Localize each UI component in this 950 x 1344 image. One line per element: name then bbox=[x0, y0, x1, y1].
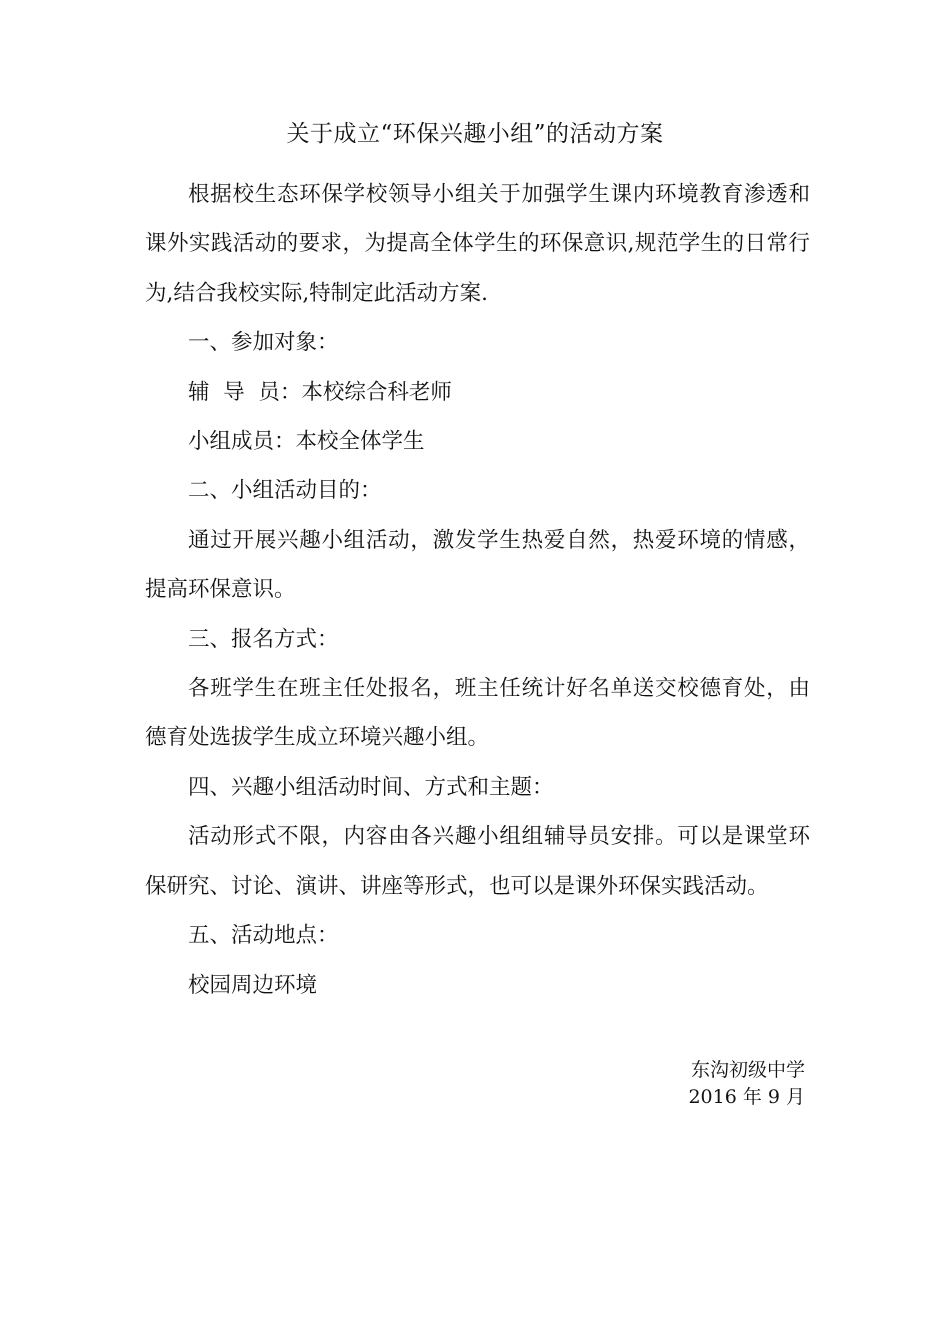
purpose-paragraph: 通过开展兴趣小组活动，激发学生热爱自然，热爱环境的情感，提高环保意识。 bbox=[145, 527, 810, 603]
document-title: 关于成立“环保兴趣小组”的活动方案 bbox=[286, 121, 664, 147]
section-heading-location: 五、活动地点： bbox=[188, 923, 339, 949]
section-heading-registration: 三、报名方式： bbox=[188, 626, 339, 652]
location-paragraph: 校园周边环境 bbox=[188, 972, 318, 998]
signature-date: 2016 年 9 月 bbox=[688, 1086, 805, 1108]
signature-organization: 东沟初级中学 bbox=[690, 1059, 805, 1081]
section-heading-participants: 一、参加对象： bbox=[188, 330, 339, 356]
document-body bbox=[145, 170, 810, 1010]
participants-members: 小组成员：本校全体学生 bbox=[188, 429, 425, 455]
participants-advisor: 辅 导 员：本校综合科老师 bbox=[188, 379, 452, 405]
section-heading-schedule: 四、兴趣小组活动时间、方式和主题： bbox=[188, 774, 554, 800]
registration-paragraph: 各班学生在班主任处报名，班主任统计好名单送交校德育处，由德育处选拔学生成立环境兴趣小组。 bbox=[145, 676, 810, 751]
signature-block bbox=[500, 1057, 805, 1111]
schedule-paragraph: 活动形式不限，内容由各兴趣小组组辅导员安排。可以是课堂环保研究、讨论、演讲、讲座等形式，也可以是课外环保实践活动。 bbox=[145, 824, 810, 899]
intro-paragraph: 根据校生态环保学校领导小组关于加强学生课内环境教育渗透和课外实践活动的要求，为提高全体学生的环保意识,规范学生的日常行为,结合我校实际,特制定此活动方案. bbox=[145, 182, 810, 306]
section-heading-purpose: 二、小组活动目的： bbox=[188, 478, 382, 504]
